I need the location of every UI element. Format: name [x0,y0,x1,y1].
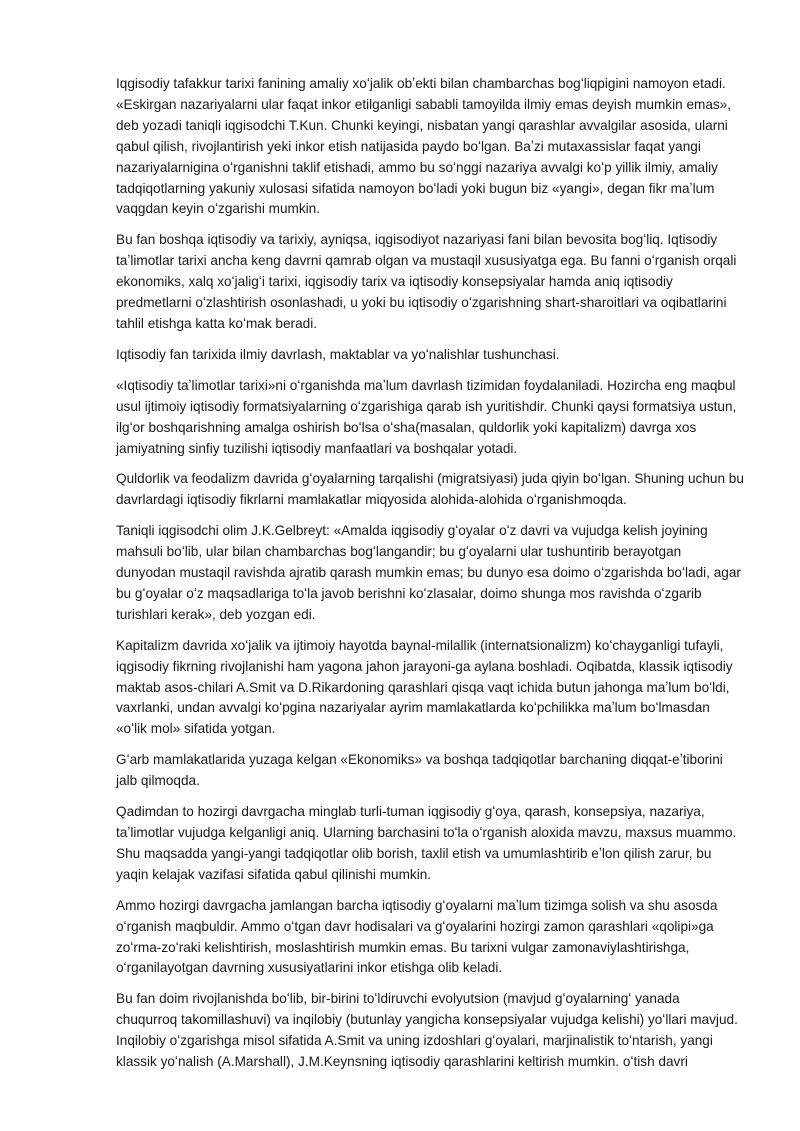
paragraph-9: Ammo hozirgi davrgacha jamlangan barcha iqtisodiy gʻoyalarni maʼlum tizimga solish va shu asosda oʻrganish maqbuldir. Ammo oʻtgan davr hodisalari va gʻoyalarini hozirgi zamon qarashlari «qolipi»ga zoʻrma-zoʻraki kelishtirish, moslashtirish mumkin emas. Bu tarixni vulgar zamonaviylashtirishga, oʻrganilayotgan davrning xususiyatlarini inkor etishga olib keladi. [116,897,718,976]
section-heading: Iqtisodiy fan tarixida ilmiy davrlash, maktablar va yoʻnalishlar tushunchasi. [116,346,560,362]
paragraph-5: Taniqli iqgisodchi olim J.K.Gelbreyt: «Amalda iqgisodiy gʻoyalar oʻz davri va vujudga kelish joyining mahsuli boʻlib, ular bilan chambarchas bogʻlangandir; bu gʻoyalarni ular tushuntirib berayotgan dunyodan mustaqil ravishda ajratib qarash mumkin emas; bu dunyo esa doimo oʻzgarishda boʻladi, agar bu gʻoyalar oʻz maqsadlariga toʻla javob berishni koʻzlasalar, doimo shunga mos ravishda oʻzgarib turishlari kerak», deb yozgan edi. [116,523,741,622]
paragraph-10: Bu fan doim rivojlanishda boʻlib, bir-birini toʻldiruvchi evolyutsion (mavjud gʻoyalarningʻ yanada chuqurroq takomillashuvi) va inqilobiy (butunlay yangicha konsepsiyalar vujudga kelishi) yoʻllari mavjud. Inqilobiy oʻzgarishga misol sifatida A.Smit va uning izdoshlari gʻoyalari, marjinalistik toʻntarish, yangi klassik yoʻnalish (A.Marshall), J.M.Keynsning iqtisodiy qarashlarini keltirish mumkin. oʻtish davri [116,991,738,1070]
paragraph-3: «Iqtisodiy taʼlimotlar tarixi»ni oʻrganishda maʼlum davrlash tizimidan foydalaniladi. Hozircha eng maqbul usul ijtimoiy iqtisodiy formatsiyalarning oʻzgarishiga qarab ish yuritishdir. Chunki qaysi formatsiya ustun, ilgʻor boshqarishning amalga oshirish boʻlsa oʻsha(masalan, quldorlik yoki kapitalizm) davrga xos jamiyatning sinfiy tuzilishi iqtisodiy manfaatlari va boshqalar yotadi. [116,377,737,456]
paragraph-8: Qadimdan to hozirgi davrgacha minglab turli-tuman iqgisodiy gʻoya, qarash, konsepsiya, nazariya, taʼlimotlar vujudga kelganligi aniq. Ularning barchasini toʻla oʻrganish aloxida mavzu, maxsus muammo. Shu maqsadda yangi-yangi tadqiqotlar olib borish, taxlil etish va umumlashtirib eʼlon qilish zarur, bu yaqin kelajak vazifasi sifatida qabul qilinishi mumkin. [116,804,737,882]
paragraph-1: Iqgisodiy tafakkur tarixi fanining amaliy xoʻjalik obʼekti bilan chambarchas bogʻliqpigini namoyon etadi. «Eskirgan nazariyalarni ular faqat inkor etilganligi sababli tamoyilda ilmiy emas deyish mumkin emas», deb yozadi taniqli iqgisodchi T.Kun. Chunki keyingi, nisbatan yangi qarashlar avvalgilar asosida, ularni qabul qilish, rivojlantirish yeki inkor etish natijasida paydo boʻlgan. Baʼzi mutaxassislar faqat yangi nazariyalarnigina oʻrganishni taklif etishadi, ammo bu soʻnggi nazariya avvalgi koʻp yillik ilmiy, amaliy tadqiqotlarning yakuniy xulosasi sifatida namoyon boʻladi yoki bugun biz «yangi», degan fikr maʼlum vaqgdan keyin oʻzgarishi mumkin. [116,76,732,217]
paragraph-4: Quldorlik va feodalizm davrida gʻoyalarning tarqalishi (migratsiyasi) juda qiyin boʻlgan. Shuning uchun bu davrlardagi iqtisodiy fikrlarni mamlakatlar miqyosida alohida-alohida oʻrganishmoqda. [116,471,744,508]
document-page [116,74,744,1083]
paragraph-6: Kapitalizm davrida xoʻjalik va ijtimoiy hayotda baynal-milallik (internatsionalizm) koʻchayganligi tufayli, iqgisodiy fikrning rivojlanishi ham yagona jahon jarayoni-ga aylana boshladi. Oqibatda, klassik iqtisodiy maktab asos-chilari A.Smit va D.Rikardoning qarashlari qisqa vaqt ichida butun jahonga maʼlum boʻldi, vaxrlanki, undan avvalgi koʻpgina nazariyalar ayrim mamlakatlarda koʻpchilikka maʼlum boʻlmasdan «oʻlik mol» sifatida yotgan. [116,637,733,737]
paragraph-7: Gʻarb mamlakatlarida yuzaga kelgan «Ekonomiks» va boshqa tadqiqotlar barchaning diqqat-eʼtiborini jalb qilmoqda. [116,752,723,789]
paragraph-2: Bu fan boshqa iqtisodiy va tarixiy, ayniqsa, iqgisodiyot nazariyasi fani bilan bevosita bogʻliq. Iqtisodiy taʼlimotlar tarixi ancha keng davrni qamrab olgan va mustaqil xususiyatga ega. Bu fanni oʻrganish orqali ekonomiks, xalq xoʻjaligʻi tarixi, iqgisodiy tarix va iqtisodiy konsepsiyalar hamda aniq iqtisodiy predmetlarni oʻzlashtirish osonlashadi, u yoki bu iqtisodiy oʻzgarishning shart-sharoitlari va oqibatlarini tahlil etishga katta koʻmak beradi. [116,232,737,331]
